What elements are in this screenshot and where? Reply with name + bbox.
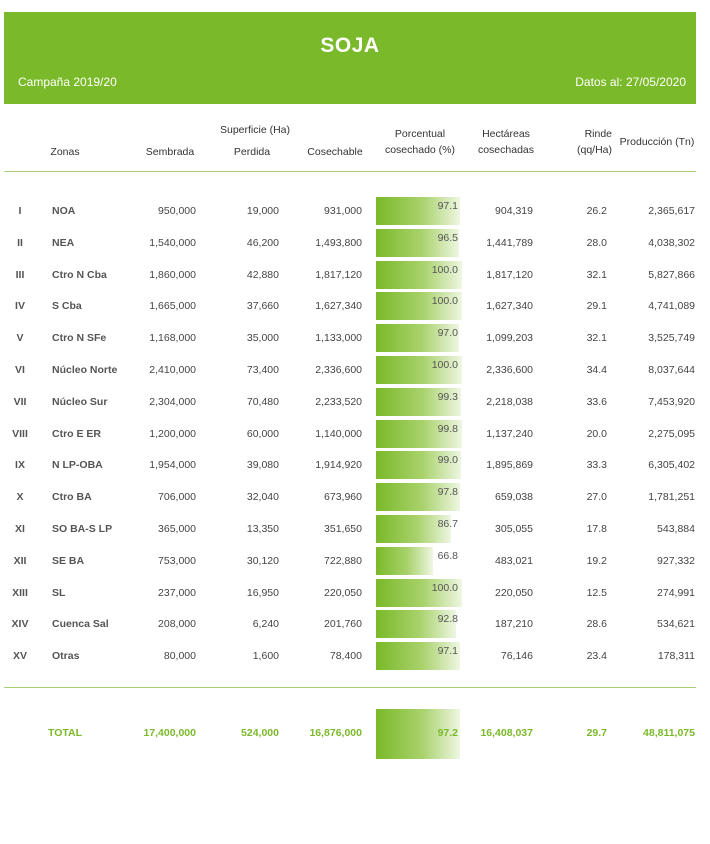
sembrada-value: 1,540,000 <box>149 236 196 249</box>
cosechable-value: 1,914,920 <box>315 459 362 472</box>
row-number: XIII <box>12 586 28 599</box>
row-number: XIV <box>11 618 29 631</box>
sembrada-value: 1,954,000 <box>149 459 196 472</box>
pct-value: 100.0 <box>431 295 458 308</box>
row-number: IX <box>15 459 25 472</box>
zone-name: SO BA-S LP <box>52 523 113 535</box>
sembrada-value: 1,860,000 <box>149 268 196 281</box>
zone-name: Ctro E ER <box>52 427 102 440</box>
zone-name: Ctro N Cba <box>52 268 107 281</box>
produccion-value: 178,311 <box>657 650 695 663</box>
row-number: II <box>17 236 23 249</box>
col-header-porcentual <box>376 126 464 158</box>
total-perdida: 524,000 <box>241 727 279 739</box>
sembrada-value: 753,000 <box>158 554 196 567</box>
row-number: XV <box>12 650 27 663</box>
zone-name: N LP-OBA <box>52 459 103 472</box>
col-header-sembrada: Sembrada <box>145 146 195 158</box>
table-row <box>0 641 710 671</box>
col-header-rinde <box>568 126 612 158</box>
zone-name: SL <box>52 586 66 599</box>
pct-value: 99.3 <box>437 390 458 403</box>
table-row <box>0 482 710 512</box>
zone-name: Núcleo Sur <box>52 395 108 408</box>
produccion-value: 274,991 <box>657 586 695 599</box>
produccion-value: 4,038,302 <box>648 236 695 249</box>
header-banner <box>4 12 696 104</box>
pct-value: 97.8 <box>437 486 458 499</box>
table-row <box>0 514 710 544</box>
perdida-value: 42,880 <box>246 268 279 281</box>
perdida-value: 70,480 <box>246 395 279 408</box>
hectareas-value: 1,137,240 <box>486 427 533 440</box>
total-cosechable: 16,876,000 <box>309 727 362 739</box>
col-header-superficie: Superficie (Ha) <box>219 124 291 136</box>
sembrada-value: 208,000 <box>158 618 196 631</box>
zone-name: Ctro BA <box>52 491 92 504</box>
row-number: V <box>16 332 24 345</box>
rinde-value: 27.0 <box>586 491 607 504</box>
produccion-value: 2,365,617 <box>648 205 695 217</box>
table-row <box>0 609 710 639</box>
hectareas-value: 1,099,203 <box>486 332 533 345</box>
col-header-produccion: Producción (Tn) <box>619 136 695 148</box>
cosechable-value: 931,000 <box>324 205 362 217</box>
produccion-value: 2,275,095 <box>648 427 695 440</box>
perdida-value: 60,000 <box>246 427 279 440</box>
row-number: VII <box>13 395 27 408</box>
perdida-value: 6,240 <box>252 618 279 631</box>
rinde-value: 33.6 <box>586 395 607 408</box>
perdida-value: 46,200 <box>246 236 279 249</box>
sembrada-value: 1,665,000 <box>149 300 196 313</box>
perdida-value: 37,660 <box>246 300 279 313</box>
perdida-value: 35,000 <box>246 332 279 345</box>
hectareas-value: 483,021 <box>495 554 533 567</box>
col-header-porcentual-line2: cosechado (%) <box>384 144 456 156</box>
hectareas-value: 76,146 <box>500 650 533 663</box>
total-hectareas: 16,408,037 <box>480 727 533 739</box>
sembrada-value: 950,000 <box>158 205 196 217</box>
perdida-value: 73,400 <box>246 364 279 376</box>
table-row <box>0 546 710 576</box>
table-row <box>0 355 710 385</box>
hectareas-value: 1,895,869 <box>486 459 533 472</box>
produccion-value: 927,332 <box>657 554 695 567</box>
rinde-value: 29.1 <box>586 300 607 313</box>
hectareas-value: 1,441,789 <box>486 236 533 249</box>
col-header-hectareas-line1: Hectáreas <box>482 128 530 140</box>
hectareas-value: 305,055 <box>495 523 533 535</box>
cosechable-value: 2,233,520 <box>315 395 362 408</box>
pct-value: 100.0 <box>431 581 458 594</box>
produccion-value: 1,781,251 <box>648 491 695 504</box>
produccion-value: 3,525,749 <box>648 332 695 345</box>
perdida-value: 1,600 <box>252 650 279 663</box>
hectareas-value: 187,210 <box>495 618 533 631</box>
pct-value: 66.8 <box>437 549 458 562</box>
zone-name: Núcleo Norte <box>52 364 118 376</box>
cosechable-value: 1,140,000 <box>315 427 362 440</box>
total-sembrada: 17,400,000 <box>143 727 196 739</box>
pct-value: 97.0 <box>437 327 458 340</box>
rinde-value: 28.0 <box>586 236 607 249</box>
rinde-value: 33.3 <box>586 459 607 472</box>
hectareas-value: 220,050 <box>495 586 533 599</box>
pct-value: 97.1 <box>437 645 458 658</box>
cosechable-value: 673,960 <box>324 491 362 504</box>
perdida-value: 39,080 <box>246 459 279 472</box>
cosechable-value: 1,493,800 <box>315 236 362 249</box>
rinde-value: 12.5 <box>586 586 607 599</box>
rinde-value: 32.1 <box>586 268 607 281</box>
pct-value: 97.1 <box>437 200 458 212</box>
table-row <box>0 578 710 608</box>
zone-name: SE BA <box>52 554 85 567</box>
perdida-value: 30,120 <box>246 554 279 567</box>
pct-value: 99.0 <box>437 454 458 467</box>
pct-value: 92.8 <box>437 613 458 626</box>
row-number: III <box>15 268 25 281</box>
row-number: X <box>16 491 24 504</box>
zone-name: NEA <box>52 236 75 249</box>
produccion-value: 6,305,402 <box>648 459 695 472</box>
col-header-hectareas <box>472 126 540 158</box>
rinde-value: 23.4 <box>586 650 607 663</box>
cosechable-value: 1,817,120 <box>315 268 362 281</box>
row-number: XI <box>15 523 25 535</box>
produccion-value: 543,884 <box>657 523 695 535</box>
sembrada-value: 2,304,000 <box>149 395 196 408</box>
total-label: TOTAL <box>48 727 83 739</box>
total-produccion: 48,811,075 <box>643 727 695 739</box>
hectareas-value: 904,319 <box>495 205 533 217</box>
sembrada-value: 1,168,000 <box>149 332 196 345</box>
table-row <box>0 323 710 353</box>
table-row <box>0 387 710 417</box>
perdida-value: 13,350 <box>246 523 279 535</box>
produccion-value: 534,621 <box>657 618 695 631</box>
table-row <box>0 196 710 226</box>
table-row <box>0 260 710 290</box>
zone-name: Otras <box>52 650 80 663</box>
pct-bar <box>376 547 433 575</box>
cosechable-value: 2,336,600 <box>315 364 362 376</box>
produccion-value: 4,741,089 <box>648 300 695 313</box>
rinde-value: 19.2 <box>586 554 607 567</box>
cosechable-value: 78,400 <box>329 650 362 663</box>
cosechable-value: 351,650 <box>324 523 362 535</box>
total-pct-value: 97.2 <box>437 727 458 739</box>
col-header-hectareas-line2: cosechadas <box>477 144 535 156</box>
pct-value: 96.5 <box>437 231 458 244</box>
data-date-label: Datos al: 27/05/2020 <box>575 75 686 89</box>
sembrada-value: 80,000 <box>163 650 196 663</box>
hectareas-value: 2,218,038 <box>486 395 533 408</box>
sembrada-value: 237,000 <box>158 586 196 599</box>
row-number: XII <box>13 554 27 567</box>
cosechable-value: 220,050 <box>324 586 362 599</box>
zone-name: S Cba <box>52 300 82 313</box>
zone-name: Cuenca Sal <box>52 618 109 631</box>
cosechable-value: 201,760 <box>324 618 362 631</box>
rinde-value: 28.6 <box>586 618 607 631</box>
col-header-perdida: Perdida <box>233 146 271 158</box>
sembrada-value: 1,200,000 <box>149 427 196 440</box>
pct-value: 100.0 <box>431 263 458 276</box>
zone-name: Ctro N SFe <box>52 332 107 345</box>
rinde-value: 26.2 <box>586 205 607 217</box>
pct-value: 99.8 <box>437 422 458 435</box>
header-divider <box>4 171 696 172</box>
table-row <box>0 228 710 258</box>
row-number: VI <box>15 364 25 376</box>
page-title: SOJA <box>320 34 380 57</box>
hectareas-value: 659,038 <box>495 491 533 504</box>
pct-value: 100.0 <box>431 359 458 371</box>
total-divider <box>4 687 696 688</box>
col-header-zonas: Zonas <box>50 146 80 158</box>
sembrada-value: 2,410,000 <box>149 364 196 376</box>
sembrada-value: 706,000 <box>158 491 196 504</box>
cosechable-value: 1,133,000 <box>315 332 362 345</box>
table-row <box>0 419 710 449</box>
cosechable-value: 1,627,340 <box>315 300 362 313</box>
perdida-value: 19,000 <box>246 205 279 217</box>
total-rinde: 29.7 <box>586 727 607 739</box>
hectareas-value: 1,627,340 <box>486 300 533 313</box>
pct-value: 86.7 <box>437 518 458 530</box>
rinde-value: 20.0 <box>586 427 607 440</box>
table-row <box>0 450 710 480</box>
col-header-rinde-line2: (qq/Ha) <box>576 144 612 156</box>
table-row <box>0 291 710 321</box>
row-number: VIII <box>12 427 28 440</box>
col-header-cosechable: Cosechable <box>307 146 363 158</box>
row-number: I <box>18 205 22 217</box>
rinde-value: 34.4 <box>586 364 607 376</box>
perdida-value: 32,040 <box>246 491 279 504</box>
produccion-value: 5,827,866 <box>648 268 695 281</box>
cosechable-value: 722,880 <box>324 554 362 567</box>
sembrada-value: 365,000 <box>158 523 196 535</box>
zone-name: NOA <box>52 205 76 217</box>
produccion-value: 7,453,920 <box>648 395 695 408</box>
col-header-rinde-line1: Rinde <box>584 128 612 140</box>
produccion-value: 8,037,644 <box>648 364 695 376</box>
campaign-label: Campaña 2019/20 <box>18 75 117 89</box>
rinde-value: 32.1 <box>586 332 607 345</box>
hectareas-value: 1,817,120 <box>486 268 533 281</box>
perdida-value: 16,950 <box>246 586 279 599</box>
col-header-porcentual-line1: Porcentual <box>394 128 446 140</box>
hectareas-value: 2,336,600 <box>486 364 533 376</box>
row-number: IV <box>15 300 25 313</box>
rinde-value: 17.8 <box>586 523 607 535</box>
total-row <box>0 707 710 759</box>
